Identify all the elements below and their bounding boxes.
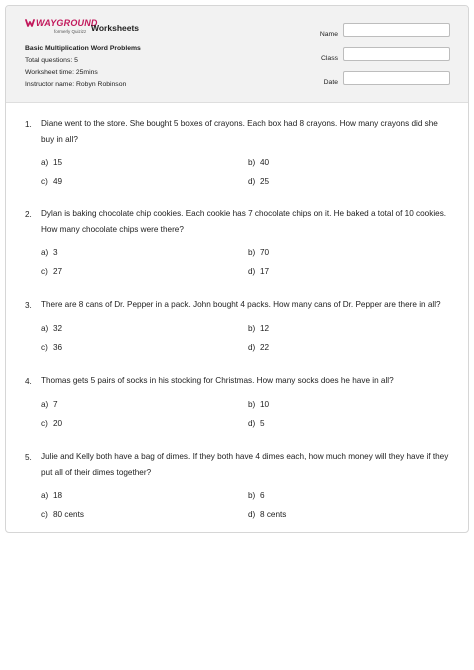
option-text: 15 (53, 158, 63, 167)
option-c[interactable] (41, 510, 84, 519)
option-text: 10 (260, 400, 270, 409)
option-letter: a) (41, 400, 49, 409)
class-label: Class (321, 55, 338, 62)
option-text: 22 (260, 343, 270, 352)
question-number: 1. (25, 120, 32, 129)
option-a[interactable] (41, 324, 62, 333)
option-letter: c) (41, 419, 48, 428)
option-d[interactable] (248, 177, 269, 186)
option-text: 8 cents (260, 510, 287, 519)
option-letter: c) (41, 177, 48, 186)
option-b[interactable] (248, 248, 269, 257)
option-letter: d) (248, 343, 256, 352)
option-a[interactable] (41, 158, 62, 167)
option-b[interactable] (248, 400, 269, 409)
option-letter: a) (41, 248, 49, 257)
option-a[interactable] (41, 248, 58, 257)
option-text: 20 (53, 419, 63, 428)
question-number: 2. (25, 210, 32, 219)
option-text: 6 (260, 491, 265, 500)
name-field[interactable] (343, 23, 450, 37)
instructor-name: Instructor name: Robyn Robinson (25, 81, 127, 88)
option-b[interactable] (248, 324, 269, 333)
option-c[interactable] (41, 177, 62, 186)
date-field[interactable] (343, 71, 450, 85)
option-text: 7 (53, 400, 58, 409)
question-text: There are 8 cans of Dr. Pepper in a pack. John bought 4 packs. How many cans of Dr. Pepper are there in all? (41, 300, 441, 309)
option-b[interactable] (248, 491, 265, 500)
logo-mark-icon (25, 18, 35, 28)
option-c[interactable] (41, 343, 62, 352)
option-letter: d) (248, 510, 256, 519)
question-text: Dylan is baking chocolate chip cookies. Each cookie has 7 chocolate chips on it. He baked a total of 10 cookies. How many chocolate chips were there? (41, 209, 447, 234)
option-text: 3 (53, 248, 58, 257)
option-c[interactable] (41, 419, 62, 428)
option-text: 80 cents (53, 510, 84, 519)
name-label: Name (319, 31, 338, 38)
option-letter: c) (41, 510, 48, 519)
option-b[interactable] (248, 158, 269, 167)
total-questions: Total questions: 5 (25, 57, 78, 64)
option-letter: a) (41, 324, 49, 333)
option-text: 40 (260, 158, 270, 167)
option-d[interactable] (248, 343, 269, 352)
option-text: 49 (53, 177, 63, 186)
option-letter: b) (248, 158, 256, 167)
option-letter: a) (41, 158, 49, 167)
wayground-logo (25, 18, 98, 40)
option-text: 36 (53, 343, 63, 352)
option-letter: c) (41, 267, 48, 276)
logo-subtext: formerly Quizizz (54, 29, 87, 34)
option-d[interactable] (248, 419, 265, 428)
option-text: 12 (260, 324, 270, 333)
question-text: Thomas gets 5 pairs of socks in his stocking for Christmas. How many socks does he have in all? (41, 376, 394, 385)
option-letter: b) (248, 324, 256, 333)
worksheet-header (6, 6, 468, 103)
option-letter: b) (248, 400, 256, 409)
worksheet-title: Basic Multiplication Word Problems (25, 45, 141, 52)
option-text: 18 (53, 491, 63, 500)
class-field[interactable] (343, 47, 450, 61)
logo-text: WAYGROUND (36, 18, 98, 28)
option-d[interactable] (248, 267, 269, 276)
option-text: 27 (53, 267, 63, 276)
option-c[interactable] (41, 267, 62, 276)
option-text: 5 (260, 419, 265, 428)
option-letter: b) (248, 491, 256, 500)
option-d[interactable] (248, 510, 286, 519)
option-letter: c) (41, 343, 48, 352)
question-number: 3. (25, 301, 32, 310)
worksheet-time: Worksheet time: 25mins (25, 69, 98, 76)
option-letter: d) (248, 177, 256, 186)
date-label: Date (323, 79, 338, 86)
question-number: 4. (25, 377, 32, 386)
option-text: 25 (260, 177, 270, 186)
question-number: 5. (25, 453, 32, 462)
option-text: 32 (53, 324, 63, 333)
option-letter: d) (248, 419, 256, 428)
option-letter: d) (248, 267, 256, 276)
option-text: 70 (260, 248, 270, 257)
option-a[interactable] (41, 491, 62, 500)
question-text: Julie and Kelly both have a bag of dimes. If they both have 4 dimes each, how much money will they have if they put all of their dimes together? (41, 452, 449, 477)
brand-title: Worksheets (91, 23, 140, 33)
option-text: 17 (260, 267, 270, 276)
option-letter: b) (248, 248, 256, 257)
option-a[interactable] (41, 400, 58, 409)
option-letter: a) (41, 491, 49, 500)
worksheet-card (5, 5, 469, 533)
question-text: Diane went to the store. She bought 5 boxes of crayons. Each box had 8 crayons. How many crayons did she buy in all? (41, 119, 438, 144)
